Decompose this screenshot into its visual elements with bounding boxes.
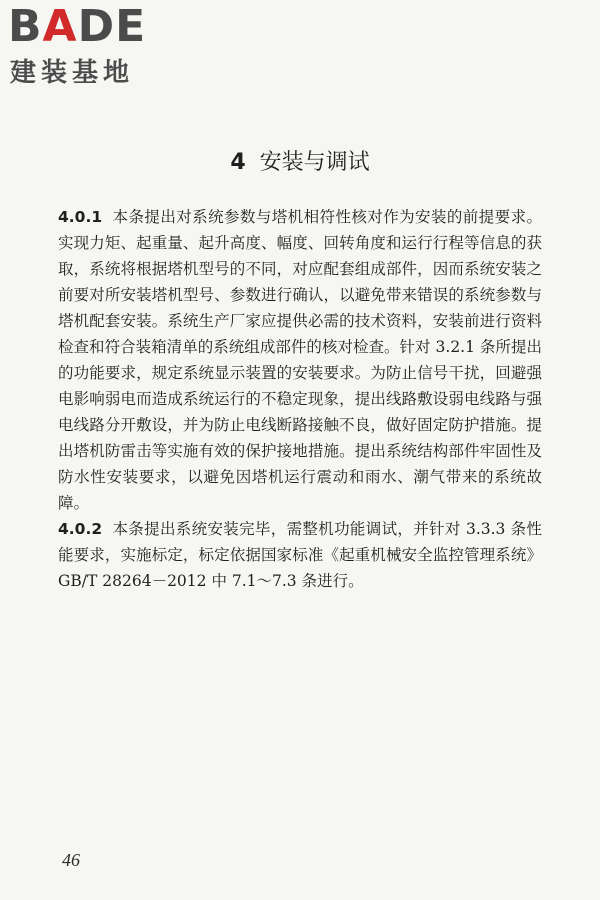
chapter-number: 4 — [230, 150, 246, 175]
clause-number: 4.0.2 — [58, 520, 103, 538]
bade-logo — [8, 2, 183, 92]
logo-letters-de: DE — [77, 1, 147, 52]
clause-4-0-2 — [58, 516, 542, 594]
chapter-title — [0, 148, 600, 178]
logo-wordmark — [8, 2, 146, 52]
body-content — [58, 204, 542, 594]
chapter-heading: 安装与调试 — [259, 150, 370, 175]
logo-subtitle: 建装基地 — [10, 58, 135, 88]
page-number: 46 — [62, 850, 80, 870]
logo-letter-a: A — [42, 1, 78, 52]
clause-number: 4.0.1 — [58, 208, 103, 226]
clause-text: 本条提出对系统参数与塔机相符性核对作为安装的前提要求。实现力矩、起重量、起升高度、幅度、回转角度和运行行程等信息的获取，系统将根据塔机型号的不同，对应配套组成部件，因而系统安装之前要对所安装塔机型号、参数进行确认，以避免带来错误的系统参数与塔机配套安装。系统生产厂家应提供必需的技术资料，安装前进行资料检查和符合装箱清单的系统组成部件的核对检查。针对 3.2.1 条所提出的功能要求，规定系统显示装置的安装要求。为防止信号干扰，回避强电影响弱电而造成系统运行的不稳定现象，提出线路敷设弱电线路与强电线路分开敷设，并为防止电线断路接触不良，做好固定防护措施。提出塔机防雷击等实施有效的保护接地措施。提出系统结构部件牢固性及防水性安装要求，以避免因塔机运行震动和雨水、潮气带来的系统故障。 — [58, 208, 542, 512]
clause-text: 本条提出系统安装完毕，需整机功能调试，并针对 3.3.3 条性能要求，实施标定，标定依据国家标准《起重机械安全监控管理系统》GB/T 28264－2012 中 7.1～7.3 条进行。 — [58, 520, 542, 590]
logo-letter-b: B — [8, 1, 43, 52]
clause-4-0-1 — [58, 204, 542, 516]
